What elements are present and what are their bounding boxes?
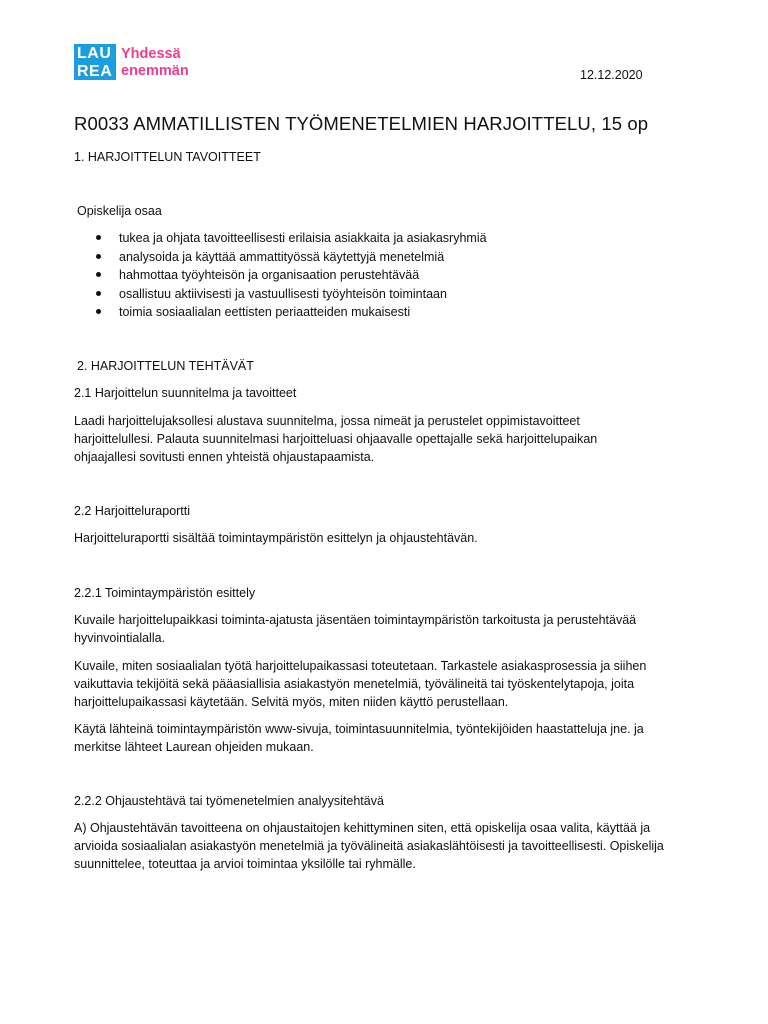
section-2-2-2-p1-line: arvioida sosiaalialan asiakastyön menetelmiä ja työvälineitä asiakaslähtöisesti ja tavoitteellisesti. Opiskelija <box>74 839 664 853</box>
section-2-heading: 2. HARJOITTELUN TEHTÄVÄT <box>77 359 254 373</box>
list-item <box>96 285 487 304</box>
section-2-1-heading: 2.1 Harjoittelun suunnitelma ja tavoitteet <box>74 386 297 400</box>
bullet-icon <box>96 309 101 314</box>
bullet-icon <box>96 235 101 240</box>
list-item-text: toimia sosiaalialan eettisten periaatteiden mukaisesti <box>119 305 411 319</box>
logo-line-2: REA <box>77 63 113 80</box>
section-2-1-line: harjoittelullesi. Palauta suunnitelmasi harjoitteluasi ohjaavalle opettajalle sekä harjoittelupaikan <box>74 432 598 446</box>
section-2-2-2-p1-line: suunnittelee, toteuttaa ja arvioi toimintaa yksilölle tai ryhmälle. <box>74 857 416 871</box>
document-title: R0033 AMMATILLISTEN TYÖMENETELMIEN HARJOITTELU, 15 op <box>74 113 649 134</box>
list-item <box>96 266 487 285</box>
list-item-text: hahmottaa työyhteisön ja organisaation perustehtävää <box>119 268 420 282</box>
section-2-1-line: Laadi harjoittelujaksollesi alustava suunnitelma, jossa nimeät ja perustelet oppimistavoitteet <box>74 414 580 428</box>
list-item <box>96 229 487 248</box>
section-2-2-1-p2-line: vaikuttavia tekijöitä sekä pääasiallisia asiakastyön menetelmiä, työvälineitä tai työskentelytapoja, joita <box>74 677 635 691</box>
logo-line-1: LAU <box>77 45 112 62</box>
section-2-2-heading: 2.2 Harjoitteluraportti <box>74 504 191 518</box>
section-2-2-1-p3-line: Käytä lähteinä toimintaympäristön www-sivuja, toimintasuunnitelmia, työntekijöiden haastatteluja jne. ja <box>74 722 644 736</box>
laurea-logo <box>74 44 189 80</box>
section-2-2-1-p2-line: harjoittelupaikassasi käytetään. Selvitä myös, miten niiden käyttö perustellaan. <box>74 695 509 709</box>
section-2-2-1-p1-line: hyvinvointialalla. <box>74 631 166 645</box>
section-2-2-2-heading: 2.2.2 Ohjaustehtävä tai työmenetelmien analyysitehtävä <box>74 794 384 808</box>
bullet-icon <box>96 272 101 277</box>
logo-slogan-line-2: enemmän <box>121 63 189 79</box>
document-date: 12.12.2020 <box>580 68 643 82</box>
list-item-text: analysoida ja käyttää ammattityössä käytettyjä menetelmiä <box>119 249 445 264</box>
section-2-1-line: ohjaajallesi sovitusti ennen yhteistä ohjaustapaamista. <box>74 450 375 464</box>
section-2-2-1-p2-line: Kuvaile, miten sosiaalialan työtä harjoittelupaikassasi toteutetaan. Tarkastele asiakasprosessia ja siihen <box>74 659 647 673</box>
section-2-2-1-p3-line: merkitse lähteet Laurean ohjeiden mukaan. <box>74 740 314 754</box>
section-1-heading: 1. HARJOITTELUN TAVOITTEET <box>74 150 261 164</box>
logo-box <box>74 44 116 80</box>
bullet-icon <box>96 291 101 296</box>
logo-slogan <box>121 44 189 80</box>
list-item <box>96 248 487 267</box>
section-2-2-1-p1-line: Kuvaile harjoittelupaikkasi toiminta-ajatusta jäsentäen toimintaympäristön tarkoitusta ja perustehtävää <box>74 613 637 627</box>
objectives-list <box>96 229 487 322</box>
list-item-text: tukea ja ohjata tavoitteellisesti erilaisia asiakkaita ja asiakasryhmiä <box>119 231 487 245</box>
section-2-2-1-heading: 2.2.1 Toimintaympäristön esittely <box>74 586 256 600</box>
list-item-text: osallistuu aktiivisesti ja vastuullisesti työyhteisön toimintaan <box>119 286 447 301</box>
section-1-intro: Opiskelija osaa <box>77 204 162 218</box>
section-2-2-text: Harjoitteluraportti sisältää toimintaympäristön esittelyn ja ohjaustehtävän. <box>74 531 478 545</box>
section-2-2-2-p1-line: A) Ohjaustehtävän tavoitteena on ohjaustaitojen kehittyminen siten, että opiskelija osaa valita, käyttää ja <box>74 821 651 835</box>
bullet-icon <box>96 254 101 259</box>
list-item <box>96 303 487 322</box>
logo-slogan-line-1: Yhdessä <box>121 46 181 62</box>
